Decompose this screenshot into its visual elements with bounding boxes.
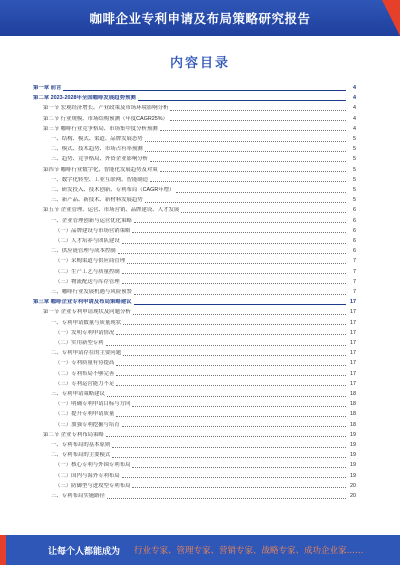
toc-entry[interactable] (33, 206, 356, 214)
toc-dot-leader (138, 100, 346, 101)
toc-entry[interactable] (33, 380, 356, 388)
toc-entry-label: 第四节 咖啡行业数字化、智能化发展趋势及对策 (43, 166, 158, 173)
toc-entry[interactable] (33, 431, 356, 439)
toc-entry-label: 第二节 行业规模、市场结构预测（年度CAGR25%） (43, 115, 168, 122)
toc-entry-label: （二）实用新型专利 (55, 340, 104, 346)
toc-entry[interactable] (33, 217, 356, 225)
toc-entry-page: 18 (350, 411, 356, 418)
toc-dot-leader (134, 222, 346, 223)
toc-dot-leader (112, 457, 346, 458)
toc-entry-label: 二、专利布局的主要模式 (51, 452, 111, 459)
toc-entry-page: 5 (353, 166, 356, 173)
toc-dot-leader (150, 181, 346, 182)
toc-entry-label: （二）提升专利申请质量 (55, 411, 115, 418)
toc-entry-page: 6 (353, 238, 356, 244)
toc-entry-label: （二）生产工艺与质量控制 (55, 268, 120, 275)
toc-dot-leader (145, 202, 346, 203)
toc-entry-label: 二、供应链管理与成本控制 (51, 248, 116, 255)
toc-entry[interactable] (33, 451, 356, 459)
toc-entry[interactable] (33, 237, 356, 245)
toc-entry-page: 18 (350, 401, 356, 408)
toc-dot-leader (116, 365, 346, 366)
toc-entry[interactable] (33, 461, 356, 469)
toc-entry[interactable] (33, 135, 356, 143)
toc-dot-leader (107, 396, 346, 397)
toc-dot-leader (123, 355, 346, 356)
toc-dot-leader (122, 283, 346, 284)
toc-entry[interactable] (33, 359, 356, 367)
toc-entry-page: 4 (353, 125, 356, 132)
toc-entry-page: 17 (350, 319, 356, 326)
toc-dot-leader (122, 273, 346, 274)
toc-entry-label: 三、咖啡行业发展机遇与风险预警 (51, 289, 132, 295)
toc-entry[interactable] (33, 166, 356, 174)
toc-entry-page: 19 (350, 442, 356, 448)
toc-entry[interactable] (33, 472, 356, 480)
toc-dot-leader (116, 416, 346, 417)
toc-entry-label: 第二节 企业专利布局策略 (43, 431, 104, 438)
toc-entry-label: 第三节 咖啡行业竞争格局、市场集中度分析预测 (43, 125, 158, 132)
toc-dot-leader (106, 436, 346, 437)
toc-entry-page: 17 (350, 299, 356, 306)
toc-entry[interactable] (33, 410, 356, 418)
toc-entry-label: 二、专利申请存在的主要问题 (51, 350, 122, 357)
toc-dot-leader (132, 232, 346, 233)
toc-heading: 内容目录 (169, 56, 230, 71)
toc-entry[interactable] (33, 308, 356, 316)
toc-entry[interactable] (33, 482, 356, 490)
toc-entry-page: 17 (350, 329, 356, 336)
toc-entry-label: 第一章 前言 (33, 85, 62, 91)
toc-entry-label: 第五节 企业管理、运营、市场营销、品牌建设、人才发展 (43, 207, 180, 214)
toc-entry-label: （一）核心专利与外围专利布局 (55, 462, 131, 469)
toc-entry-label: （三）加强专利挖掘与培育 (55, 421, 120, 428)
toc-entry-label: 三、趋势、竞争格局、外资企业影响分析 (51, 156, 149, 163)
toc-entry-label: （三）防御型与进攻型专利布局 (55, 482, 131, 489)
toc-dot-leader (150, 161, 346, 162)
toc-dot-leader (160, 130, 346, 131)
toc-entry-label: （一）专利质量有待提高 (55, 360, 115, 367)
toc-entry[interactable] (33, 492, 356, 500)
report-title: 咖啡企业专利申请及布局策略研究报告 (89, 11, 311, 26)
toc-entry-page: 20 (350, 493, 356, 499)
toc-entry-label: （一）发明专利申请情况 (55, 329, 115, 336)
toc-entry[interactable] (33, 390, 356, 398)
toc-entry-page: 17 (350, 380, 356, 387)
toc-dot-leader (106, 345, 346, 346)
toc-dot-leader (123, 324, 346, 325)
toc-entry-label: （二）人才培养与团队建设 (55, 238, 120, 244)
toc-entry[interactable] (33, 319, 356, 327)
toc-entry[interactable] (33, 104, 356, 112)
toc-entry[interactable] (33, 145, 356, 153)
toc-entry-label: 三、专利申请策略建议 (51, 391, 105, 397)
toc-entry-page: 17 (350, 340, 356, 346)
toc-entry-page: 19 (350, 431, 356, 438)
toc-dot-leader (170, 120, 346, 121)
toc-entry-page: 4 (353, 105, 356, 112)
toc-entry-page: 4 (353, 85, 356, 91)
toc-entry-page: 17 (350, 370, 356, 377)
toc-entry-label: 第二章 2023-2028年全国咖啡发展趋势预测 (33, 95, 136, 102)
toc-entry-page: 5 (353, 146, 356, 153)
toc-entry-page: 6 (353, 217, 356, 224)
toc-dot-leader (170, 110, 346, 111)
toc-entry[interactable] (33, 247, 356, 255)
toc-entry[interactable] (33, 94, 356, 102)
toc-entry-page: 7 (353, 268, 356, 275)
toc-entry-label: （三）物流配送与库存管理 (55, 278, 120, 285)
toc-entry-page: 5 (353, 156, 356, 163)
toc-entry-page: 17 (350, 309, 356, 316)
toc-entry-label: 一、专利布局的基本原则 (51, 442, 111, 448)
toc-dot-leader (63, 90, 346, 91)
toc-entry-label: 三、新产品、新技术、新材料发展趋势 (51, 197, 143, 204)
toc-entry-page: 6 (353, 207, 356, 214)
toc-entry[interactable] (33, 421, 356, 429)
toc-dot-leader (145, 151, 346, 152)
toc-entry-label: 一、数字化转型、工业互联网、智能制造 (51, 176, 149, 183)
toc-entry[interactable] (33, 441, 356, 449)
toc-entry-label: （二）专利布局不够完善 (55, 370, 115, 377)
toc-entry-page: 6 (353, 248, 356, 255)
toc-dot-leader (145, 141, 346, 142)
toc-dot-leader (134, 304, 346, 305)
footer-banner (0, 535, 400, 565)
toc-entry[interactable] (33, 339, 356, 347)
toc-entry[interactable] (33, 400, 356, 408)
toc-entry-page: 18 (350, 391, 356, 397)
toc-entry-label: （二）国内与海外专利布局 (55, 472, 120, 479)
toc-dot-leader (134, 294, 346, 295)
toc-entry-label: 一、企业管理创新与运营优化策略 (51, 217, 132, 224)
toc-entry[interactable] (33, 278, 356, 286)
toc-entry[interactable] (33, 329, 356, 337)
footer-roles: 行业专家、管理专家、营销专家、战略专家、成功企业家…… (134, 546, 364, 556)
toc-entry-page: 17 (350, 350, 356, 357)
footer-slogan: 让每个人都能成为 (48, 546, 121, 557)
toc-entry-page: 5 (353, 136, 356, 142)
toc-entry-label: 第一节 企业专利申请现状及问题分析 (43, 309, 131, 316)
toc-dot-leader (132, 487, 346, 488)
toc-entry-page: 7 (353, 278, 356, 285)
toc-dot-leader (118, 253, 346, 254)
toc-entry-label: 二、模式、技术趋势、市场占有率预测 (51, 146, 143, 153)
toc-entry-page: 4 (353, 95, 356, 102)
header-corner-decoration (382, 0, 400, 36)
toc-dot-leader (112, 447, 346, 448)
report-header-bar (0, 0, 400, 36)
toc-entry-page: 4 (353, 115, 356, 122)
toc-dot-leader (116, 375, 346, 376)
toc-entry-page: 7 (353, 258, 356, 265)
toc-entry-label: 第一节 宏观经济增长、产业政策及市场环境影响分析 (43, 105, 169, 112)
toc-entry-label: 二、研发投入、技术创新、专利布局（CAGR年增） (51, 187, 175, 193)
toc-dot-leader (122, 243, 346, 244)
toc-dot-leader (107, 498, 346, 499)
toc-entry[interactable] (33, 84, 356, 92)
toc-dot-leader (160, 171, 346, 172)
toc-entry[interactable] (33, 125, 356, 133)
toc-dot-leader (116, 385, 346, 386)
toc-entry-label: （一）明确专利申请目标与方向 (55, 401, 131, 408)
toc-entry[interactable] (33, 268, 356, 276)
toc-dot-leader (122, 477, 346, 478)
toc-entry[interactable] (33, 349, 356, 357)
toc-dot-leader (176, 192, 346, 193)
toc-entry-page: 5 (353, 187, 356, 193)
toc-dot-leader (122, 426, 346, 427)
toc-entry-page: 18 (350, 421, 356, 428)
footer-stripe-decoration (0, 535, 6, 565)
toc-dot-leader (127, 263, 346, 264)
toc-entry-page: 20 (350, 482, 356, 489)
toc-entry-label: （三）专利运营能力不足 (55, 380, 115, 387)
toc-entry[interactable] (33, 176, 356, 184)
toc-dot-leader (116, 334, 346, 335)
toc-dot-leader (132, 467, 346, 468)
toc-entry[interactable] (33, 370, 356, 378)
toc-entry-label: 一、专利申请数量与质量现状 (51, 319, 122, 326)
toc-entry[interactable] (33, 288, 356, 296)
toc-entry[interactable] (33, 155, 356, 163)
toc-entry-page: 19 (350, 452, 356, 459)
toc-entry-label: 第三章 咖啡企业专利申请及布局策略建议 (33, 299, 132, 306)
toc-entry-label: （一）采购渠道与供应商管理 (55, 258, 126, 265)
toc-entry[interactable] (33, 257, 356, 265)
toc-entry-page: 5 (353, 176, 356, 183)
toc-entry-page: 17 (350, 360, 356, 367)
toc-entry[interactable] (33, 298, 356, 306)
toc-entry-label: 一、结构、模式、渠道、品牌发展态势 (51, 136, 143, 142)
toc-entry[interactable] (33, 196, 356, 204)
toc-dot-leader (133, 314, 346, 315)
toc-entry-page: 19 (350, 462, 356, 469)
toc-entry-label: 三、专利布局实施路径 (51, 493, 105, 499)
toc-entry[interactable] (33, 227, 356, 235)
toc-entry-label: （一）品牌建设与市场营销策略 (55, 227, 131, 234)
toc-entry-page: 6 (353, 227, 356, 234)
toc-entry-page: 7 (353, 289, 356, 295)
toc-entry[interactable] (33, 115, 356, 123)
toc-entry-page: 5 (353, 197, 356, 204)
toc-entry-page: 19 (350, 472, 356, 479)
toc-entry[interactable] (33, 186, 356, 194)
toc-dot-leader (132, 406, 346, 407)
toc-dot-leader (181, 212, 346, 213)
